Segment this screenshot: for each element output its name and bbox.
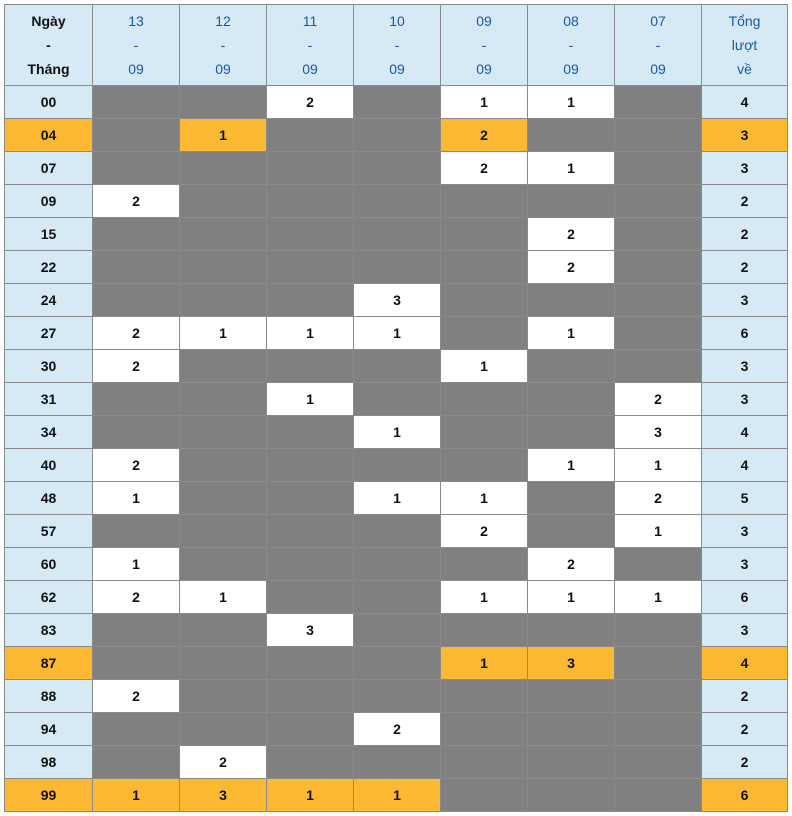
empty-cell [354,647,441,680]
empty-cell [354,350,441,383]
empty-cell [354,152,441,185]
empty-cell [354,119,441,152]
empty-cell [441,680,528,713]
count-cell: 1 [441,581,528,614]
empty-cell [93,647,180,680]
empty-cell [93,284,180,317]
table-row [5,416,788,449]
empty-cell [615,680,702,713]
empty-cell [528,746,615,779]
empty-cell [93,383,180,416]
empty-cell [615,86,702,119]
header-date-month: 09 [650,61,666,77]
header-day-month [5,5,93,86]
table-row [5,581,788,614]
empty-cell [528,284,615,317]
empty-cell [267,746,354,779]
row-total: 6 [702,317,788,350]
header-date-separator: - [133,37,139,53]
header-total-line-3: về [737,61,752,77]
header-date-day: 11 [302,13,318,29]
count-cell: 1 [441,647,528,680]
empty-cell [528,383,615,416]
table-row [5,383,788,416]
table-row [5,713,788,746]
empty-cell [180,86,267,119]
count-cell: 1 [267,383,354,416]
row-total: 3 [702,383,788,416]
empty-cell [441,317,528,350]
empty-cell [93,515,180,548]
row-total: 2 [702,680,788,713]
empty-cell [441,284,528,317]
empty-cell [441,746,528,779]
count-cell: 2 [93,350,180,383]
table-row [5,515,788,548]
row-total: 2 [702,185,788,218]
row-number: 07 [5,152,93,185]
count-cell: 1 [267,317,354,350]
empty-cell [267,119,354,152]
table-row [5,86,788,119]
count-cell: 1 [354,779,441,812]
table-row [5,614,788,647]
empty-cell [267,350,354,383]
header-date-day: 10 [389,13,405,29]
empty-cell [528,779,615,812]
empty-cell [267,152,354,185]
header-date-month: 09 [563,61,579,77]
empty-cell [180,251,267,284]
count-cell: 2 [528,251,615,284]
row-total: 3 [702,515,788,548]
empty-cell [180,647,267,680]
header-date-day: 08 [563,13,579,29]
empty-cell [93,119,180,152]
row-number: 57 [5,515,93,548]
empty-cell [354,581,441,614]
empty-cell [615,647,702,680]
count-cell: 2 [93,317,180,350]
count-cell: 3 [180,779,267,812]
header-day-label: Ngày [31,13,66,29]
header-date-7 [615,5,702,86]
row-total: 3 [702,548,788,581]
empty-cell [528,680,615,713]
empty-cell [180,515,267,548]
empty-cell [615,614,702,647]
count-cell: 1 [180,317,267,350]
row-total: 3 [702,614,788,647]
empty-cell [441,251,528,284]
frequency-table [4,4,788,812]
row-number: 22 [5,251,93,284]
count-cell: 1 [441,86,528,119]
empty-cell [615,284,702,317]
empty-cell [267,251,354,284]
count-cell: 2 [615,482,702,515]
row-number: 15 [5,218,93,251]
count-cell: 3 [615,416,702,449]
count-cell: 1 [615,515,702,548]
header-date-day: 12 [215,13,231,29]
count-cell: 2 [528,218,615,251]
count-cell: 1 [615,449,702,482]
count-cell: 2 [93,581,180,614]
header-total [702,5,788,86]
table-row [5,350,788,383]
empty-cell [528,350,615,383]
table-row [5,251,788,284]
row-number: 99 [5,779,93,812]
header-date-month: 09 [215,61,231,77]
empty-cell [180,416,267,449]
empty-cell [441,449,528,482]
count-cell: 1 [615,581,702,614]
row-total: 6 [702,779,788,812]
empty-cell [441,383,528,416]
count-cell: 2 [528,548,615,581]
empty-cell [180,218,267,251]
empty-cell [93,713,180,746]
header-date-month: 09 [476,61,492,77]
header-date-day: 13 [128,13,144,29]
empty-cell [441,185,528,218]
header-date-day: 09 [476,13,492,29]
empty-cell [615,548,702,581]
count-cell: 3 [354,284,441,317]
count-cell: 1 [441,350,528,383]
empty-cell [93,86,180,119]
count-cell: 2 [441,515,528,548]
row-number: 27 [5,317,93,350]
count-cell: 1 [93,779,180,812]
empty-cell [180,152,267,185]
row-number: 62 [5,581,93,614]
empty-cell [441,713,528,746]
empty-cell [93,746,180,779]
header-date-separator: - [481,37,487,53]
count-cell: 2 [93,680,180,713]
empty-cell [93,416,180,449]
header-date-month: 09 [302,61,318,77]
count-cell: 1 [93,548,180,581]
header-separator: - [46,37,51,53]
row-number: 30 [5,350,93,383]
count-cell: 1 [180,581,267,614]
table-row [5,185,788,218]
count-cell: 2 [615,383,702,416]
empty-cell [267,548,354,581]
empty-cell [441,218,528,251]
table-row [5,647,788,680]
empty-cell [93,251,180,284]
row-number: 60 [5,548,93,581]
row-number: 94 [5,713,93,746]
empty-cell [267,218,354,251]
header-date-separator: - [220,37,226,53]
row-number: 48 [5,482,93,515]
empty-cell [354,218,441,251]
empty-cell [615,713,702,746]
count-cell: 1 [441,482,528,515]
empty-cell [267,185,354,218]
empty-cell [615,251,702,284]
row-total: 6 [702,581,788,614]
header-date-1 [93,5,180,86]
empty-cell [267,515,354,548]
row-total: 4 [702,449,788,482]
empty-cell [528,119,615,152]
header-total-line-1: Tổng [728,13,761,29]
row-total: 3 [702,350,788,383]
empty-cell [528,482,615,515]
row-total: 4 [702,647,788,680]
row-number: 00 [5,86,93,119]
count-cell: 2 [93,185,180,218]
count-cell: 1 [528,581,615,614]
count-cell: 1 [180,119,267,152]
header-date-separator: - [307,37,313,53]
empty-cell [180,482,267,515]
count-cell: 2 [441,119,528,152]
empty-cell [354,185,441,218]
count-cell: 1 [354,416,441,449]
empty-cell [354,614,441,647]
table-row [5,680,788,713]
empty-cell [441,416,528,449]
header-total-line-2: lượt [731,37,758,53]
count-cell: 1 [267,779,354,812]
empty-cell [267,680,354,713]
empty-cell [93,218,180,251]
empty-cell [615,779,702,812]
count-cell: 2 [441,152,528,185]
empty-cell [354,515,441,548]
row-total: 3 [702,119,788,152]
count-cell: 2 [267,86,354,119]
empty-cell [267,449,354,482]
empty-cell [354,449,441,482]
table-row [5,449,788,482]
row-total: 4 [702,416,788,449]
empty-cell [267,416,354,449]
empty-cell [180,614,267,647]
empty-cell [441,548,528,581]
empty-cell [354,251,441,284]
header-date-4 [354,5,441,86]
row-number: 88 [5,680,93,713]
count-cell: 1 [354,482,441,515]
header-date-day: 07 [650,13,666,29]
count-cell: 1 [528,317,615,350]
row-number: 83 [5,614,93,647]
header-date-5 [441,5,528,86]
count-cell: 3 [528,647,615,680]
empty-cell [354,548,441,581]
table-row [5,284,788,317]
empty-cell [180,383,267,416]
empty-cell [615,119,702,152]
empty-cell [354,86,441,119]
count-cell: 1 [528,152,615,185]
empty-cell [180,548,267,581]
empty-cell [528,713,615,746]
row-number: 34 [5,416,93,449]
row-total: 2 [702,746,788,779]
empty-cell [615,746,702,779]
empty-cell [267,581,354,614]
row-number: 40 [5,449,93,482]
empty-cell [180,680,267,713]
empty-cell [441,779,528,812]
row-number: 87 [5,647,93,680]
row-total: 3 [702,152,788,185]
row-number: 09 [5,185,93,218]
count-cell: 1 [528,449,615,482]
row-total: 2 [702,251,788,284]
empty-cell [180,449,267,482]
table-header [5,5,788,86]
empty-cell [354,383,441,416]
table-row [5,779,788,812]
row-total: 4 [702,86,788,119]
empty-cell [267,647,354,680]
header-row [5,5,788,86]
empty-cell [615,218,702,251]
row-total: 2 [702,713,788,746]
count-cell: 1 [354,317,441,350]
empty-cell [528,416,615,449]
table-row [5,119,788,152]
count-cell: 3 [267,614,354,647]
table-row [5,317,788,350]
header-date-2 [180,5,267,86]
empty-cell [528,614,615,647]
table-body [5,86,788,812]
empty-cell [93,152,180,185]
empty-cell [267,713,354,746]
empty-cell [93,614,180,647]
empty-cell [180,284,267,317]
empty-cell [354,680,441,713]
table-row [5,152,788,185]
empty-cell [180,350,267,383]
empty-cell [528,185,615,218]
count-cell: 1 [93,482,180,515]
count-cell: 2 [93,449,180,482]
header-date-separator: - [655,37,661,53]
row-number: 31 [5,383,93,416]
header-date-6 [528,5,615,86]
row-total: 2 [702,218,788,251]
table-row [5,482,788,515]
empty-cell [615,185,702,218]
row-number: 98 [5,746,93,779]
header-month-label: Tháng [27,61,70,77]
table-row [5,548,788,581]
header-date-separator: - [568,37,574,53]
row-number: 04 [5,119,93,152]
count-cell: 1 [528,86,615,119]
row-number: 24 [5,284,93,317]
row-total: 5 [702,482,788,515]
empty-cell [615,350,702,383]
empty-cell [354,746,441,779]
empty-cell [180,185,267,218]
empty-cell [267,482,354,515]
table-row [5,746,788,779]
header-date-3 [267,5,354,86]
header-date-separator: - [394,37,400,53]
header-date-month: 09 [128,61,144,77]
count-cell: 2 [180,746,267,779]
empty-cell [615,317,702,350]
table-row [5,218,788,251]
empty-cell [615,152,702,185]
empty-cell [180,713,267,746]
empty-cell [267,284,354,317]
empty-cell [528,515,615,548]
header-date-month: 09 [389,61,405,77]
row-total: 3 [702,284,788,317]
count-cell: 2 [354,713,441,746]
empty-cell [441,614,528,647]
